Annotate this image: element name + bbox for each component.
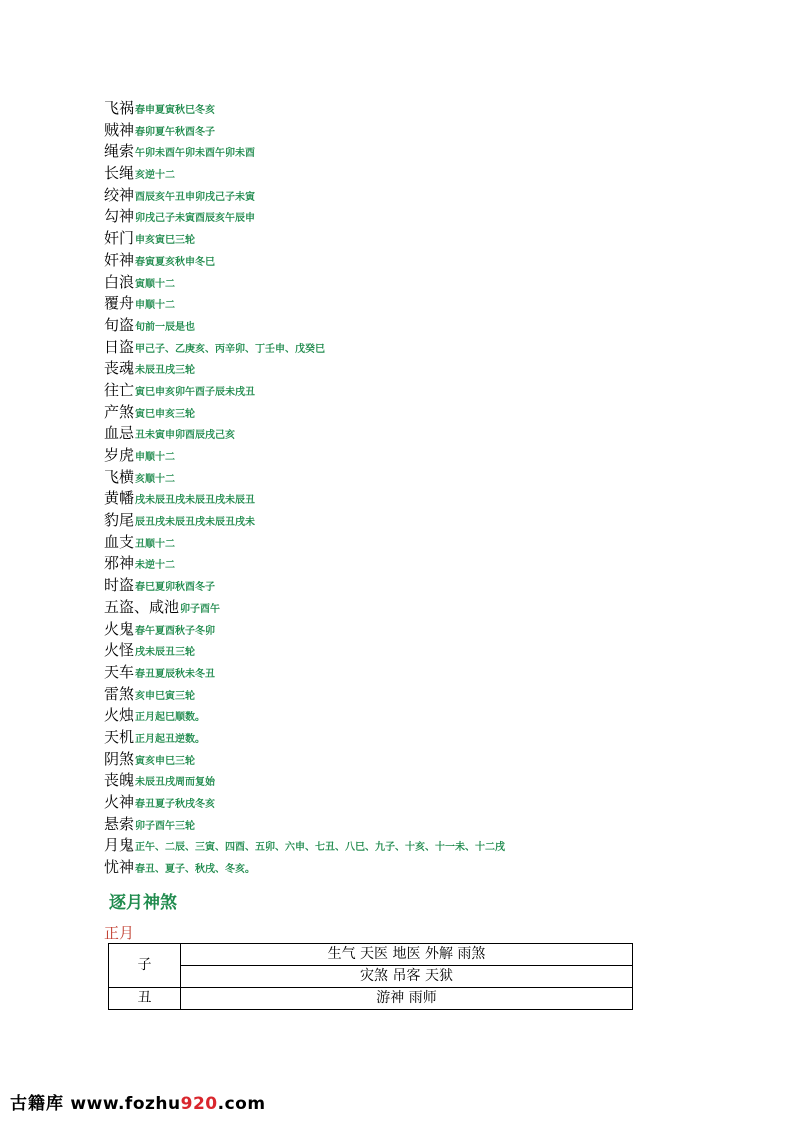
branch-cell: 丑 [109,988,181,1010]
entry-name: 天车 [104,662,135,681]
list-item [104,834,704,856]
branch-cell: 子 [109,944,181,988]
entry-note: 亥顺十二 [135,473,176,485]
entry-name: 白浪 [104,272,135,291]
entry-note: 亥申巳寅三轮 [135,690,196,702]
entry-name: 邪神 [104,554,135,573]
entry-note: 春丑夏子秋戌冬亥 [135,799,216,810]
entry-name: 旬盗 [104,315,135,334]
entry-note: 卯子酉午 [180,603,221,615]
shensha-cell: 生气 天医 地医 外解 雨煞 [181,944,633,966]
entry-note: 春丑、夏子、秋戌、冬亥。 [135,864,256,876]
entry-note: 旬前一辰是也 [135,321,196,333]
list-item [104,618,704,640]
entry-name: 时盗 [104,576,135,595]
list-item [104,227,704,249]
list-item [104,444,704,466]
entry-note: 丑未寅申卯酉辰戌己亥 [135,430,236,442]
list-item [104,791,704,813]
shensha-cell: 灾煞 吊客 天狱 [181,966,633,988]
list-item [104,184,704,206]
section-title: 逐月神煞 [109,893,177,913]
list-item [104,466,704,488]
site-url-www: www. [70,1094,125,1114]
list-item [104,249,704,271]
list-item [104,704,704,726]
entry-name: 往亡 [104,380,135,399]
entry-note: 寅巳申亥三轮 [135,408,196,420]
site-url-number: 920 [180,1094,218,1114]
entry-note: 春申夏寅秋巳冬亥 [135,105,216,116]
list-item [104,487,704,509]
table-row [109,966,633,988]
entry-name: 飞横 [104,467,135,486]
entry-note: 亥逆十二 [135,170,176,182]
list-item [104,379,704,401]
table-row [109,944,633,966]
entry-name: 天机 [104,727,135,746]
entry-name: 血忌 [104,424,135,443]
shensha-cell: 游神 雨师 [181,988,633,1010]
entry-note: 春丑夏辰秋未冬丑 [135,668,216,680]
list-item [104,271,704,293]
entry-note: 辰丑戌未辰丑戌未辰丑戌未 [135,517,256,529]
entry-list [104,97,704,878]
entry-note: 丑顺十二 [135,538,176,550]
site-url-tld: .com [217,1094,266,1114]
site-watermark [10,1089,266,1114]
entry-name: 悬索 [104,814,135,833]
entry-note: 申顺十二 [135,452,176,463]
site-name: 古籍库 [10,1094,64,1114]
entry-name: 长绳 [104,164,135,183]
entry-name: 黄幡 [104,489,135,508]
entry-note: 申亥寅巳三轮 [135,235,196,247]
entry-name: 丧魂 [104,359,135,378]
entry-note: 未辰丑戌周而复始 [135,777,216,789]
entry-name: 血支 [104,532,135,551]
list-item [104,639,704,661]
entry-name: 贼神 [104,120,135,139]
entry-name: 火怪 [104,641,135,660]
entry-note: 未辰丑戌三轮 [135,365,196,377]
list-item [104,205,704,227]
list-item [104,552,704,574]
list-item [104,574,704,596]
list-item [104,856,704,878]
entry-name: 飞祸 [104,99,135,117]
list-item [104,357,704,379]
list-item [104,661,704,683]
list-item [104,422,704,444]
entry-note: 春午夏酉秋子冬卯 [135,625,216,637]
list-item [104,769,704,791]
entry-name: 五盗、咸池 [104,597,180,616]
entry-note: 申顺十二 [135,300,176,312]
list-item [104,162,704,184]
entry-note: 酉辰亥午丑申卯戌己子未寅 [135,191,256,203]
table-row [109,988,633,1010]
entry-name: 雷煞 [104,684,135,703]
entry-note: 正月起丑逆数。 [135,733,206,745]
entry-note: 寅顺十二 [135,278,176,290]
entry-note: 春巳夏卯秋酉冬子 [135,582,216,594]
list-item [104,748,704,770]
list-item [104,336,704,358]
list-item [104,292,704,314]
entry-name: 绞神 [104,185,135,204]
list-item [104,596,704,618]
site-url-domain: fozhu [124,1094,181,1114]
entry-note: 戌未辰丑三轮 [135,647,196,659]
entry-name: 忧神 [104,858,135,877]
entry-note: 正午、二辰、三寅、四酉、五卯、六申、七丑、八巳、九子、十亥、十一未、十二戌 [135,842,506,854]
list-item [104,401,704,423]
entry-note: 寅巳申亥卯午酉子辰未戌丑 [135,386,256,398]
entry-name: 产煞 [104,402,135,421]
list-item [104,813,704,835]
entry-name: 覆舟 [104,294,135,313]
list-item [104,140,704,162]
entry-name: 火鬼 [104,619,135,638]
entry-name: 奸门 [104,229,135,248]
entry-name: 火神 [104,793,135,811]
list-item [104,119,704,141]
list-item [104,97,704,119]
entry-note: 寅亥申巳三轮 [135,755,196,767]
entry-note: 正月起巳顺数。 [135,712,206,724]
entry-note: 春寅夏亥秋申冬巳 [135,256,216,268]
entry-name: 日盗 [104,337,135,356]
entry-name: 勾神 [104,207,135,226]
entry-name: 奸神 [104,250,135,269]
list-item [104,314,704,336]
list-item [104,509,704,531]
entry-name: 月鬼 [104,836,135,855]
entry-note: 午卯未酉午卯未酉午卯未酉 [135,148,256,160]
entry-name: 丧魄 [104,771,135,790]
entry-name: 绳索 [104,142,135,161]
entry-note: 卯子酉午三轮 [135,820,196,832]
month-table [108,943,633,1010]
entry-note: 未逆十二 [135,560,176,572]
entry-note: 甲己子、乙庚亥、丙辛卯、丁壬申、戊癸巳 [135,343,326,355]
list-item [104,683,704,705]
month-label: 正月 [104,924,135,942]
entry-note: 春卯夏午秋酉冬子 [135,126,216,138]
list-item [104,726,704,748]
entry-note: 戌未辰丑戌未辰丑戌未辰丑 [135,495,256,507]
entry-name: 阴煞 [104,749,135,768]
entry-name: 豹尾 [104,511,135,530]
list-item [104,531,704,553]
entry-note: 卯戌己子未寅酉辰亥午辰申 [135,213,256,225]
entry-name: 火烛 [104,706,135,725]
entry-name: 岁虎 [104,446,135,464]
